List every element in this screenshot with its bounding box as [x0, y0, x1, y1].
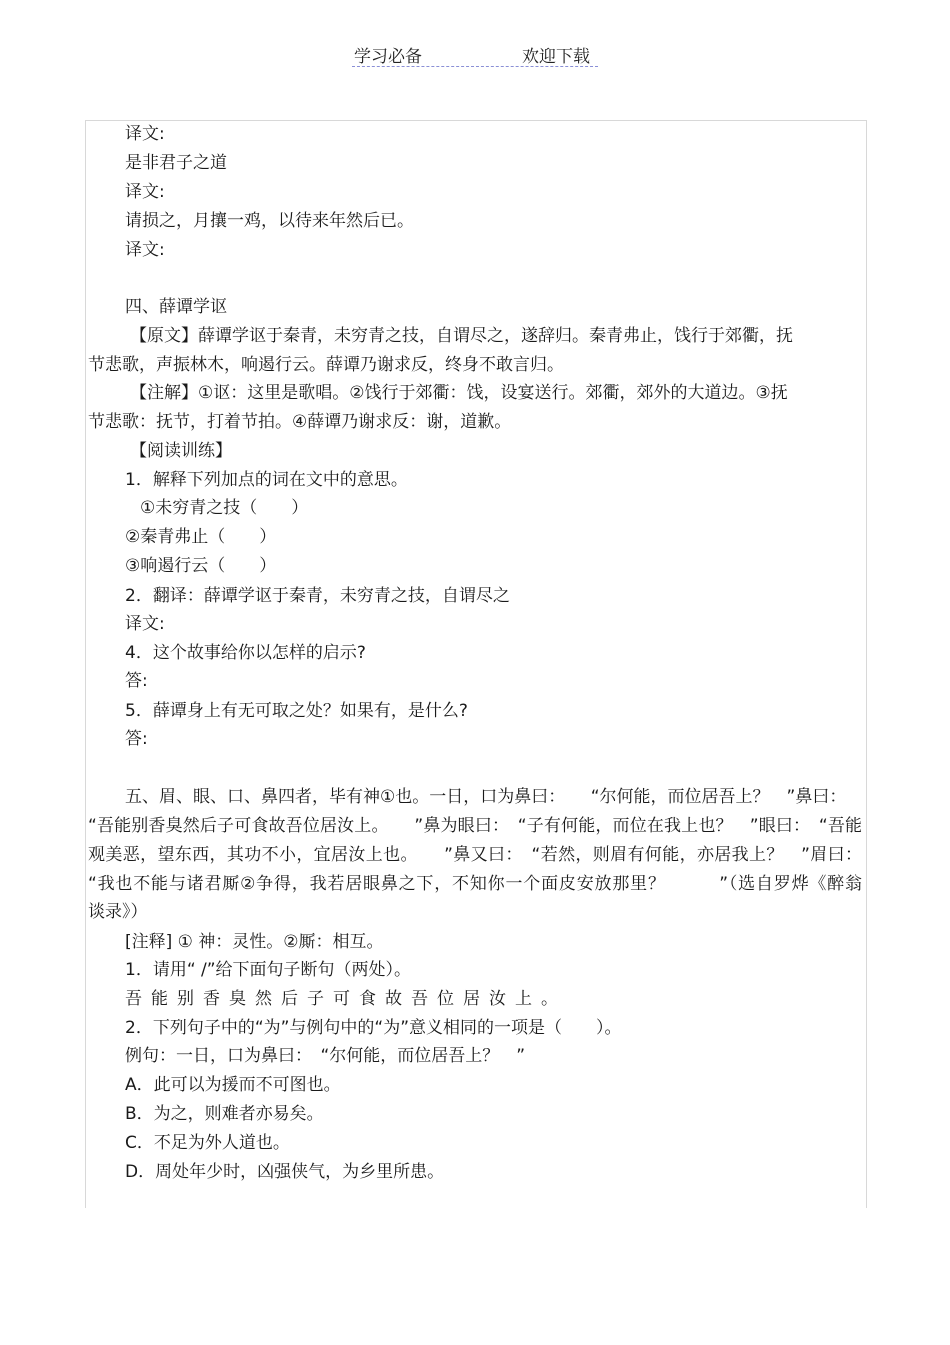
- exercise-question: 2．翻译：薛谭学讴于秦青，未穷青之技，自谓尽之: [125, 586, 510, 606]
- notes-line: 【注解】①讴：这里是歌唱。②饯行于郊衢：饯，设宴送行。郊衢，郊外的大道边。③抚: [130, 383, 788, 403]
- exercise-item: ①未穷青之技（ ）: [140, 498, 309, 518]
- answer-label: 答:: [125, 729, 148, 749]
- choice-b: B．为之，则难者亦易矣。: [125, 1104, 324, 1124]
- question-sentence: 是非君子之道: [125, 153, 227, 173]
- exercise-item: ②秦青弗止（ ）: [125, 527, 277, 547]
- page-header: [352, 40, 598, 67]
- section-four-title: 四、薛谭学讴: [125, 297, 227, 317]
- original-text-line: 节悲歌，声振林木，响遏行云。薛谭乃谢求反，终身不敢言归。: [88, 355, 564, 375]
- choice-d: D．周处年少时，凶强侠气，为乡里所患。: [125, 1162, 445, 1182]
- choice-a: A．此可以为援而不可图也。: [125, 1075, 341, 1095]
- exercise-question: 1．解释下列加点的词在文中的意思。: [125, 470, 408, 490]
- reading-exercise-heading: 【阅读训练】: [130, 441, 232, 461]
- example-sentence: 例句：一日，口为鼻曰： “尔何能，而位居吾上？ ”: [125, 1046, 526, 1066]
- exercise-question: 2．下列句子中的“为”与例句中的“为”意义相同的一项是（ ）。: [125, 1018, 622, 1038]
- translation-label: 译文:: [125, 124, 165, 144]
- section-five-text: 五、眉、眼、口、鼻四者，毕有神①也。一日，口为鼻曰： “尔何能，而位居吾上？ ”鼻曰：: [125, 787, 847, 807]
- answer-label: 答:: [125, 671, 148, 691]
- translation-label: 译文:: [125, 182, 165, 202]
- section-five-text: “吾能别香臭然后子可食故吾位居汝上。 ”鼻为眼曰： “子有何能，而位在我上也？ ”眼曰： “吾能: [88, 816, 862, 836]
- choice-c: C．不足为外人道也。: [125, 1133, 290, 1153]
- annotation-line: [注释] ① 神：灵性。②厮：相互。: [125, 932, 384, 952]
- translation-label: 译文:: [125, 240, 165, 260]
- sentence-to-punctuate: 吾能别香臭然后子可食故吾位居汝上。: [125, 989, 567, 1009]
- header-left-text: 学习必备: [354, 47, 422, 67]
- original-text-line: 【原文】薛谭学讴于秦青，未穷青之技，自谓尽之，遂辞归。秦青弗止，饯行于郊衢，抚: [130, 326, 793, 346]
- exercise-question: 4．这个故事给你以怎样的启示?: [125, 643, 366, 663]
- section-five-text: “我也不能与诸君厮②争得，我若居眼鼻之下，不知你一个面皮安放那里？ ”（选自罗烨《醉翁: [88, 874, 862, 894]
- exercise-item: ③响遏行云（ ）: [125, 556, 277, 576]
- section-five-text: 谈录》）: [88, 902, 148, 922]
- question-sentence: 请损之，月攘一鸡，以待来年然后已。: [125, 211, 414, 231]
- notes-line: 节悲歌：抚节，打着节拍。④薛谭乃谢求反：谢，道歉。: [88, 412, 512, 432]
- header-right-text: 欢迎下载: [522, 47, 590, 67]
- exercise-question: 1．请用“ /”给下面句子断句（两处）。: [125, 960, 412, 980]
- translation-label: 译文:: [125, 614, 165, 634]
- exercise-question: 5．薛谭身上有无可取之处？如果有，是什么?: [125, 701, 468, 721]
- section-five-text: 观美恶，望东西，其功不小，宜居汝上也。 ”鼻又曰： “若然，则眉有何能，亦居我上？ ”眉曰：: [88, 845, 862, 865]
